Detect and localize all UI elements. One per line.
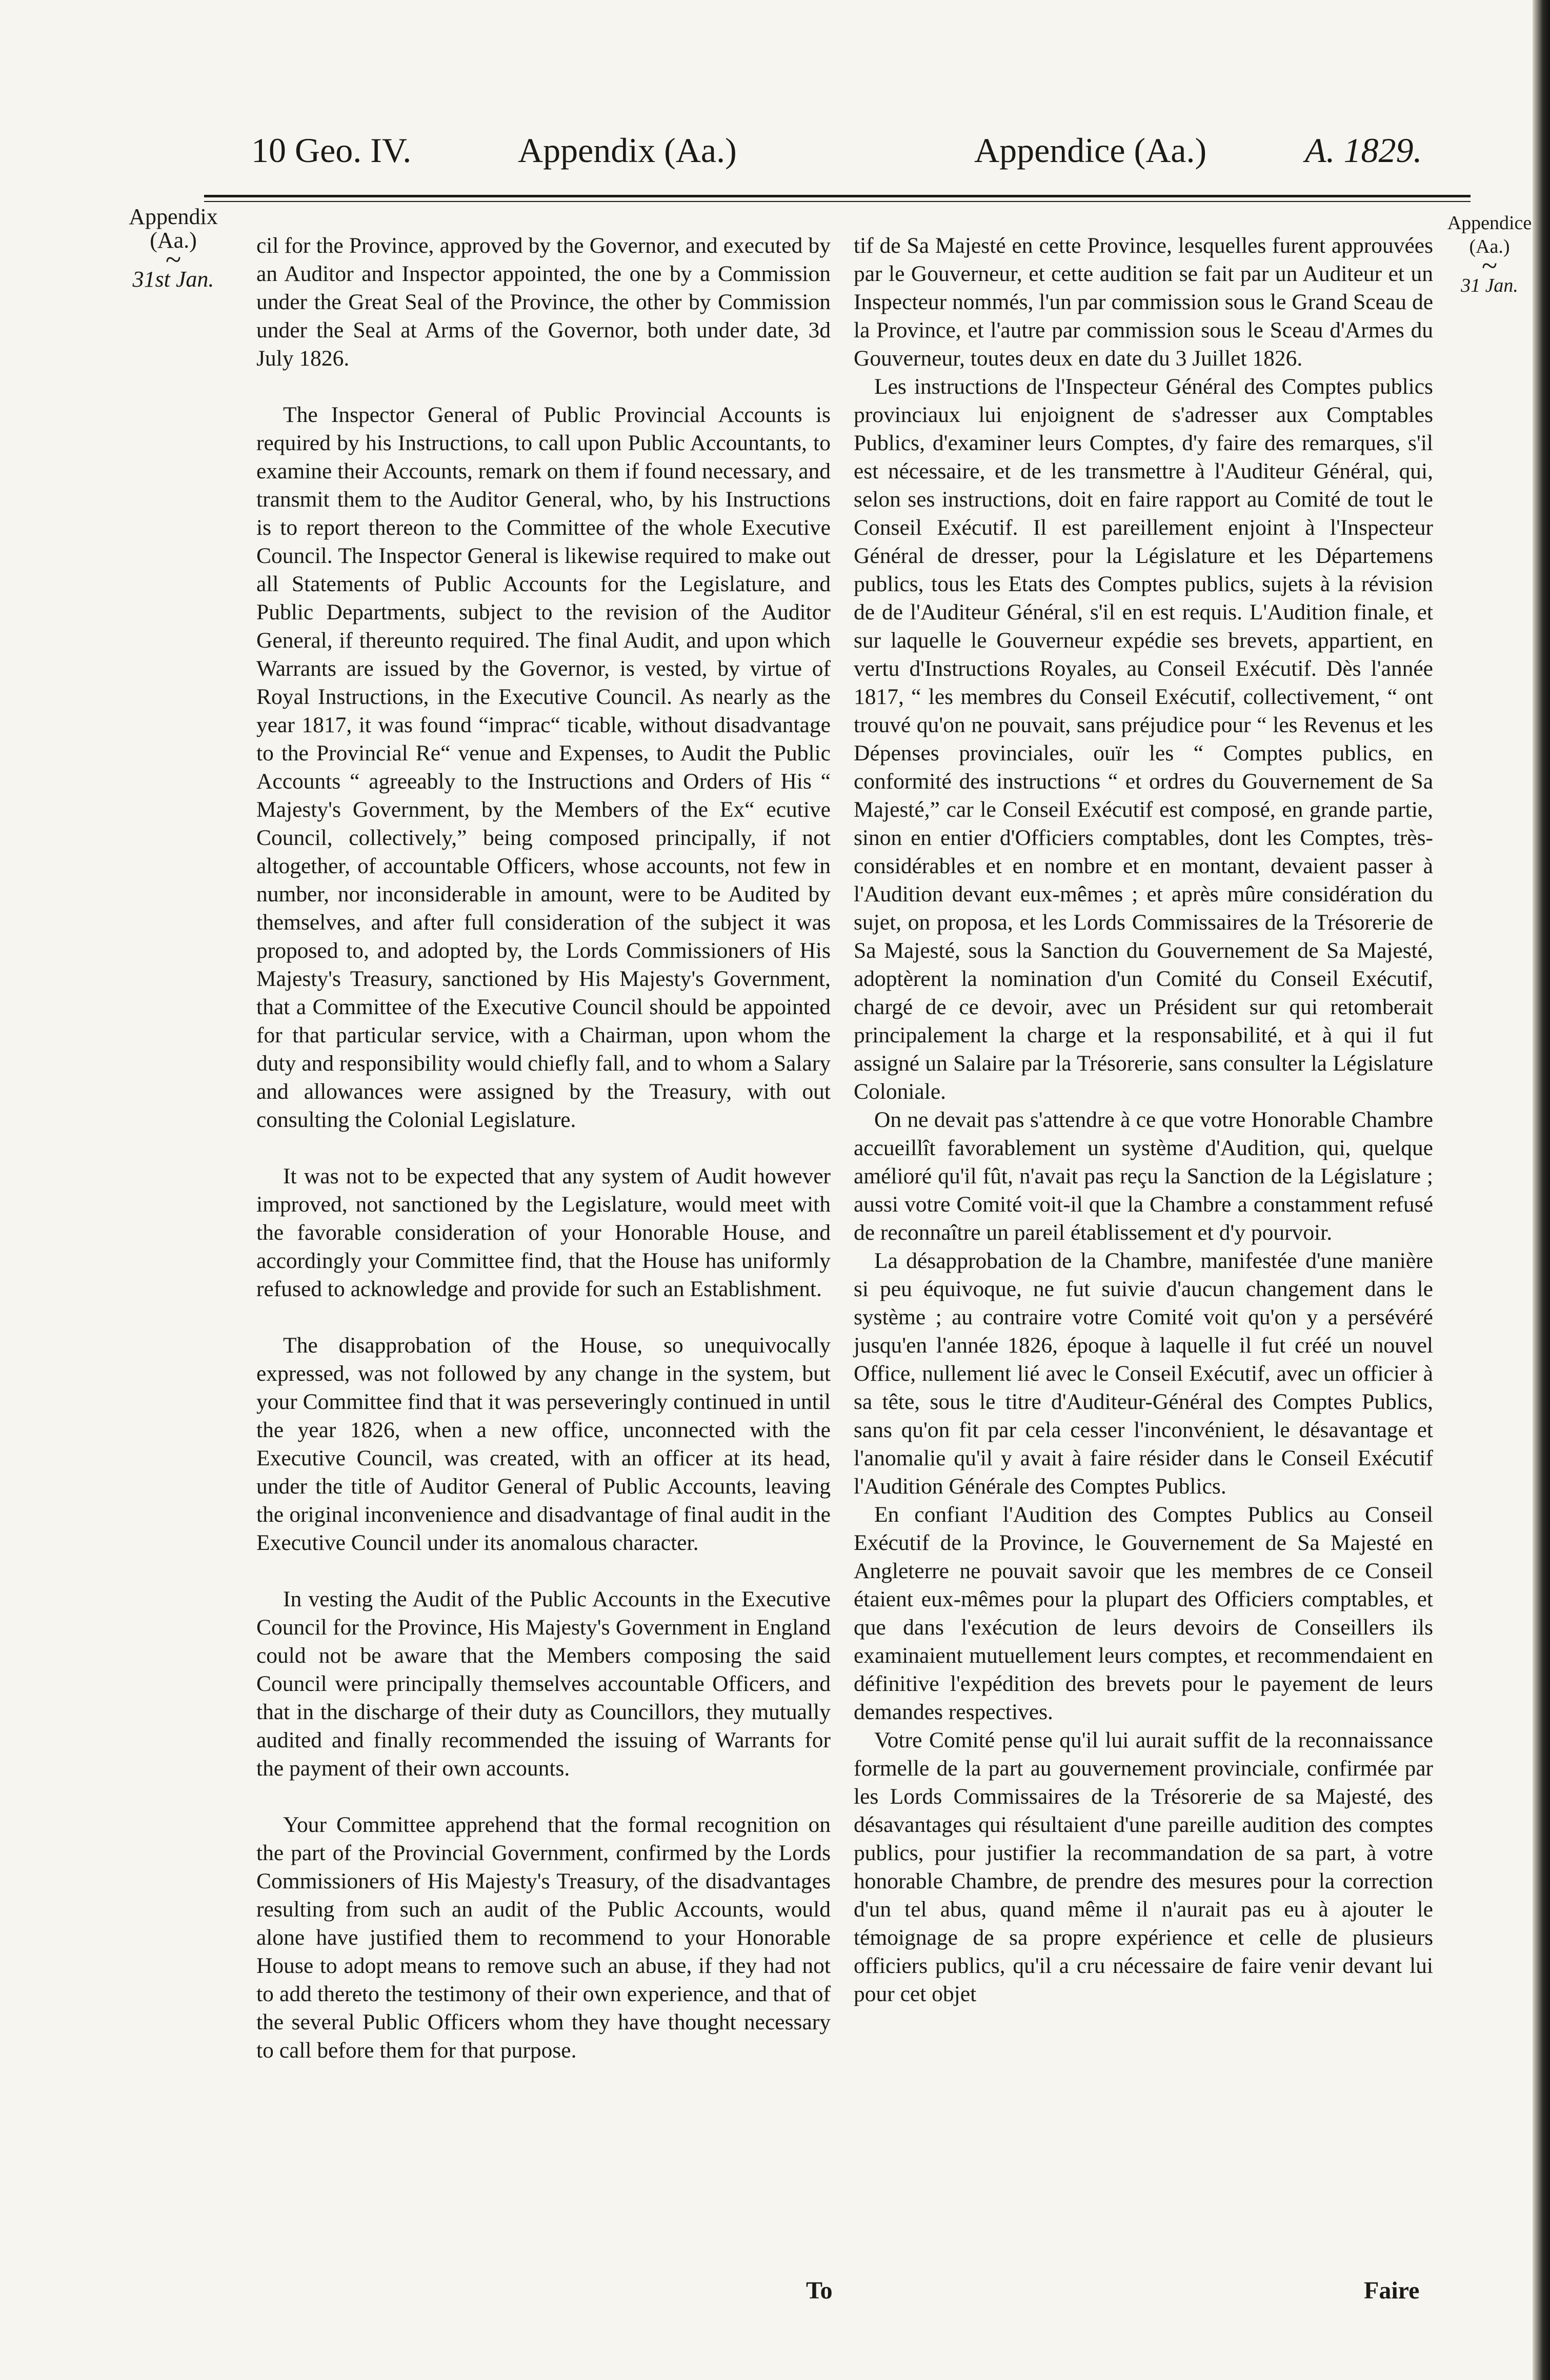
french-paragraph: Les instructions de l'Inspecteur Général des Comptes publics provinciaux lui enjoignent de s'adresser aux Comptables Publics, d'examiner leurs Comptes, d'y faire des remarques, s'il est nécessaire, et de les transmettre à l'Auditeur Général, qui, selon ses instructions, doit en faire rapport au Comité de tout le Conseil Exécutif. Il est pareillement enjoint à l'Inspecteur Général de dresser, pour la Législature et les Départemens publics, tous les Etats des Comptes publics, sujets à la révision de de l'Auditeur Général, s'il en est requis. L'Audition finale, et sur laquelle le Gouverneur expédie ses brevets, appartient, en vertu d'Instructions Royales, au Conseil Exécutif. Dès l'année 1817, “ les membres du Conseil Exécutif, collectivement, “ ont trouvé qu'on ne pouvait, sans préjudice pour “ les Revenus et les Dépenses provinciales, ouïr les “ Comptes publics, en conformité des instructions “ et ordres du Gouvernement de Sa Majesté,” car le Conseil Exécutif est composé, en grande partie, sinon en entier d'Officiers comptables, dont les Comptes, très-considérables et en nombre et en montant, devaient passer à l'Audition devant eux-mêmes ; et après mûre considération du sujet, on proposa, et les Lords Commissaires de la Trésorerie de Sa Majesté, sous la Sanction du Gouvernement de Sa Majesté, adoptèrent la nomination d'un Comité du Conseil Exécutif, chargé de ce devoir, avec un Président sur qui retomberait principalement la charge et la responsabilité, et à qui il fut assigné un Salaire par la Trésorerie, sans consulter la Législature Coloniale. <box>854 374 1433 1104</box>
french-paragraph: En confiant l'Audition des Comptes Publics au Conseil Exécutif de la Province, le Gouvernement de Sa Majesté en Angleterre ne pouvait savoir que les membres de ce Conseil étaient eux-mêmes pour la plupart des Officiers comptables, et que dans l'exécution de leurs devoirs de Conseillers ils examinaient mutuellement leurs comptes, et recommendaient en définitive l'expédition des brevets pour le payement de leurs demandes respectives. <box>854 1502 1433 1724</box>
english-paragraph: The disapprobation of the House, so unequivocally expressed, was not followed by any change in the system, but your Committee find that it was perseveringly continued in until the year 1826, when a new office, unconnected with the Executive Council, was created, with an officer at its head, under the title of Auditor General of Public Accounts, leaving the original inconvenience and disadvantage of final audit in the Executive Council under its anomalous character. <box>256 1333 831 1555</box>
header-reign: 10 Geo. IV. <box>251 131 412 170</box>
header-appendix-fr: Appendice (Aa.) <box>974 131 1207 170</box>
english-paragraph: In vesting the Audit of the Public Accounts in the Executive Council for the Province, His Majesty's Government in England could not be aware that the Members composing the said Council were principally themselves accountable Officers, and that in the discharge of their duty as Councillors, they mutually audited and finally recommended the issuing of Warrants for the payment of their own accounts. <box>256 1587 831 1781</box>
header-rule-thin <box>204 201 1471 202</box>
french-paragraph: On ne devait pas s'attendre à ce que votre Honorable Chambre accueillît favorablement un système d'Audition, qui, quelque amélioré qu'il fût, n'avait pas reçu la Sanction de la Législature ; aussi votre Comité voit-il que la Chambre a constamment refusé de reconnaître un pareil établissement et d'y pourvoir. <box>854 1107 1433 1245</box>
page-binding-edge <box>1533 0 1550 2380</box>
english-paragraph: It was not to be expected that any system of Audit however improved, not sanctioned by the Legislature, would meet with the favorable consideration of your Honorable House, and accordingly your Committee find, that the House has uniformly refused to acknowledge and provide for such an Establishment. <box>256 1164 831 1301</box>
margin-label-line2: (Aa.) <box>150 228 197 253</box>
margin-mark: ~ <box>165 244 182 276</box>
margin-label-line1: Appendice <box>1447 212 1532 234</box>
header-rule <box>204 195 1471 197</box>
margin-date: 31 Jan. <box>1461 275 1518 296</box>
french-column <box>854 232 1433 2008</box>
margin-label-line2: (Aa.) <box>1469 236 1510 257</box>
running-header <box>0 127 1550 173</box>
french-paragraph: tif de Sa Majesté en cette Province, lesquelles furent approuvées par le Gouverneur, et cette audition se fait par un Auditeur et un Inspecteur nommés, l'un par commission sous le Grand Sceau de la Province, et l'autre par commission sous le Sceau d'Armes du Gouverneur, toutes deux en date du 3 Juillet 1826. <box>854 233 1433 371</box>
french-paragraph: La désapprobation de la Chambre, manifestée d'une manière si peu équivoque, ne fut suivie d'aucun changement dans le système ; au contraire votre Comité voit qu'on y a persévéré jusqu'en l'année 1826, époque à laquelle il fut créé un nouvel Office, nullement lié avec le Conseil Exécutif, avec un officier à sa tête, sous le titre d'Auditeur-Général des Comptes Publics, sans qu'on fit par cela cesser l'inconvénient, le désavantage et l'anomalie qu'il y avait à faire résider dans le Conseil Exécutif l'Audition Générale des Comptes Publics. <box>854 1248 1433 1499</box>
french-paragraph: Votre Comité pense qu'il lui aurait suffit de la reconnaissance formelle de la part au gouvernement provinciale, confirmée par les Lords Commissaires de la Trésorerie de sa Majesté, des désavantages qui résultaient d'une pareille audition des comptes publics, pour justifier la recommandation de sa part, à votre honorable Chambre, de prendre des mesures pour la correction d'un tel abus, quand même il n'aurait pas eu à ajouter le témoignage de sa propre expérience et celle de plusieurs officiers publics, qu'il a cru nécessaire de faire venir devant lui pour cet objet <box>854 1728 1433 2006</box>
margin-label-line1: Appendix <box>129 204 218 229</box>
header-year: A. 1829. <box>1305 131 1422 170</box>
header-appendix-en: Appendix (Aa.) <box>518 131 737 170</box>
catchword-english: To <box>806 2277 833 2304</box>
margin-date: 31st Jan. <box>132 267 214 292</box>
margin-note-right <box>1446 211 1533 297</box>
english-column <box>256 232 831 2093</box>
english-paragraph: cil for the Province, approved by the Governor, and executed by an Auditor and Inspector appointed, the one by a Commission under the Great Seal of the Province, the other by Commission under the Seal at Arms of the Governor, both under date, 3d July 1826. <box>256 233 831 371</box>
margin-mark: ~ <box>1481 250 1498 282</box>
catchword-french: Faire <box>1364 2277 1420 2304</box>
english-paragraph: Your Committee apprehend that the formal recognition on the part of the Provincial Government, confirmed by the Lords Commissioners of His Majesty's Treasury, of the disadvantages resulting from such an audit of the Public Accounts, would alone have justified them to recommend to your Honorable House to adopt means to remove such an abuse, if they had not to add thereto the testimony of their own experience, and that of the several Public Officers whom they have thought necessary to call before them for that purpose. <box>256 1812 831 2063</box>
english-paragraph: The Inspector General of Public Provincial Accounts is required by his Instructions, to call upon Public Accountants, to examine their Accounts, remark on them if found necessary, and transmit them to the Auditor General, who, by his Instructions is to report thereon to the Committee of the whole Executive Council. The Inspector General is likewise required to make out all Statements of Public Accounts for the Legislature, and Public Departments, subject to the revision of the Auditor General, if thereunto required. The final Audit, and upon which Warrants are issued by the Governor, is vested, by virtue of Royal Instructions, in the Executive Council. As nearly as the year 1817, it was found “imprac“ ticable, without disadvantage to the Provincial Re“ venue and Expenses, to Audit the Public Accounts “ agreeably to the Instructions and Orders of His “ Majesty's Government, by the Members of the Ex“ ecutive Council, collectively,” being composed principally, if not altogether, of accountable Officers, whose accounts, not few in number, nor inconsiderable in amount, were to be Audited by themselves, and after full consideration of the subject it was proposed to, and adopted by, the Lords Commissioners of His Majesty's Treasury, sanctioned by His Majesty's Government, that a Committee of the Executive Council should be appointed for that particular service, with a Chairman, upon whom the duty and responsibility would chiefly fall, and to whom a Salary and allowances were assigned by the Treasury, with out consulting the Colonial Legislature. <box>256 402 831 1132</box>
margin-note-left <box>122 205 225 291</box>
